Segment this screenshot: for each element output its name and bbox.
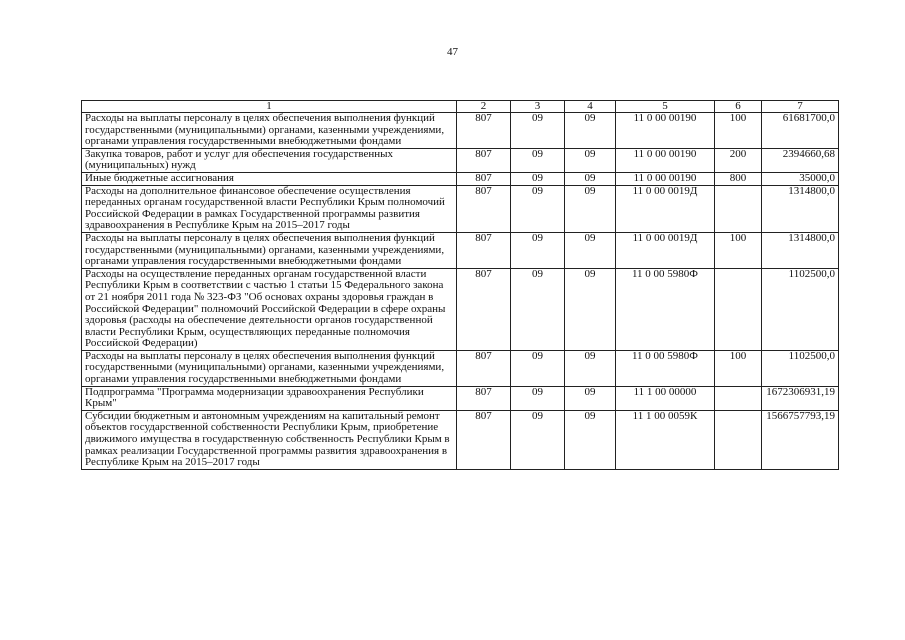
row-target-article: 11 0 00 5980Ф	[616, 268, 715, 350]
row-expense-type: 200	[715, 148, 762, 172]
row-description: Расходы на дополнительное финансовое обеспечение осуществления переданных органам государственной власти Республики Крым полномочий Российской Федерации в рамках Государственной программы развития здравоохранения в Республике Крым на 2015–2017 годы	[82, 185, 457, 232]
row-description: Субсидии бюджетным и автономным учреждениям на капитальный ремонт объектов государственной собственности Республики Крым, приобретение движимого имущества в государственную собственность Республики Крым в рамках реализации Государственной программы развития здравоохранения в Республике Крым на 2015–2017 годы	[82, 410, 457, 469]
row-expense-type: 100	[715, 350, 762, 386]
row-target-article: 11 1 00 0059К	[616, 410, 715, 469]
table-row	[82, 386, 839, 410]
table-body	[82, 113, 839, 470]
table-row	[82, 232, 839, 268]
header-cell: 5	[616, 101, 715, 113]
row-description: Расходы на выплаты персоналу в целях обеспечения выполнения функций государственными (муниципальными) органами, казенными учреждениями, органами управления государственными внебюджетными фондами	[82, 113, 457, 149]
budget-table	[81, 100, 839, 470]
row-target-article: 11 0 00 0019Д	[616, 232, 715, 268]
row-section-code: 09	[511, 232, 565, 268]
row-target-article: 11 0 00 00190	[616, 113, 715, 149]
row-expense-type	[715, 410, 762, 469]
table-row	[82, 148, 839, 172]
row-section-code: 09	[511, 185, 565, 232]
row-expense-type: 800	[715, 172, 762, 185]
row-description: Подпрограмма "Программа модернизации здравоохранения Республики Крым"	[82, 386, 457, 410]
row-expense-type: 100	[715, 232, 762, 268]
table-row	[82, 410, 839, 469]
row-section-code: 09	[511, 172, 565, 185]
row-section-code: 09	[511, 350, 565, 386]
row-target-article: 11 0 00 00190	[616, 172, 715, 185]
row-ministry-code: 807	[457, 148, 511, 172]
row-section-code: 09	[511, 410, 565, 469]
row-amount: 1314800,0	[762, 232, 839, 268]
row-subsection-code: 09	[565, 350, 616, 386]
header-row	[82, 101, 839, 113]
row-amount: 61681700,0	[762, 113, 839, 149]
row-subsection-code: 09	[565, 410, 616, 469]
row-section-code: 09	[511, 148, 565, 172]
row-amount: 1672306931,19	[762, 386, 839, 410]
table-row	[82, 185, 839, 232]
row-expense-type	[715, 386, 762, 410]
table-row	[82, 268, 839, 350]
row-amount: 1566757793,19	[762, 410, 839, 469]
row-amount: 2394660,68	[762, 148, 839, 172]
row-section-code: 09	[511, 113, 565, 149]
row-ministry-code: 807	[457, 410, 511, 469]
row-ministry-code: 807	[457, 268, 511, 350]
row-target-article: 11 0 00 0019Д	[616, 185, 715, 232]
row-description: Расходы на выплаты персоналу в целях обеспечения выполнения функций государственными (муниципальными) органами, казенными учреждениями, органами управления государственными внебюджетными фондами	[82, 232, 457, 268]
row-subsection-code: 09	[565, 268, 616, 350]
row-expense-type: 100	[715, 113, 762, 149]
row-ministry-code: 807	[457, 113, 511, 149]
row-amount: 1102500,0	[762, 350, 839, 386]
row-target-article: 11 1 00 00000	[616, 386, 715, 410]
row-ministry-code: 807	[457, 232, 511, 268]
row-subsection-code: 09	[565, 172, 616, 185]
header-cell: 2	[457, 101, 511, 113]
row-amount: 1314800,0	[762, 185, 839, 232]
table-row	[82, 172, 839, 185]
row-section-code: 09	[511, 386, 565, 410]
row-description: Расходы на выплаты персоналу в целях обеспечения выполнения функций государственными (муниципальными) органами, казенными учреждениями, органами управления государственными внебюджетными фондами	[82, 350, 457, 386]
row-amount: 35000,0	[762, 172, 839, 185]
header-cell: 3	[511, 101, 565, 113]
row-subsection-code: 09	[565, 386, 616, 410]
row-subsection-code: 09	[565, 185, 616, 232]
row-description: Иные бюджетные ассигнования	[82, 172, 457, 185]
row-description: Закупка товаров, работ и услуг для обеспечения государственных (муниципальных) нужд	[82, 148, 457, 172]
row-subsection-code: 09	[565, 232, 616, 268]
row-expense-type	[715, 185, 762, 232]
header-cell: 1	[82, 101, 457, 113]
row-ministry-code: 807	[457, 172, 511, 185]
row-target-article: 11 0 00 00190	[616, 148, 715, 172]
row-amount: 1102500,0	[762, 268, 839, 350]
row-expense-type	[715, 268, 762, 350]
header-cell: 4	[565, 101, 616, 113]
table-row	[82, 350, 839, 386]
row-subsection-code: 09	[565, 113, 616, 149]
header-cell: 6	[715, 101, 762, 113]
row-ministry-code: 807	[457, 386, 511, 410]
header-cell: 7	[762, 101, 839, 113]
table-row	[82, 113, 839, 149]
page-number: 47	[447, 46, 458, 58]
row-ministry-code: 807	[457, 350, 511, 386]
row-ministry-code: 807	[457, 185, 511, 232]
row-target-article: 11 0 00 5980Ф	[616, 350, 715, 386]
row-subsection-code: 09	[565, 148, 616, 172]
row-description: Расходы на осуществление переданных органам государственной власти Республики Крым в соответствии с частью 1 статьи 15 Федерального закона от 21 ноября 2011 года № 323-ФЗ "Об основах охраны здоровья граждан в Российской Федерации" полномочий Российской Федерации в сфере охраны здоровья (расходы на обеспечение деятельности органов государственной власти Республики Крым, осуществляющих переданные полномочия Российской Федерации)	[82, 268, 457, 350]
row-section-code: 09	[511, 268, 565, 350]
